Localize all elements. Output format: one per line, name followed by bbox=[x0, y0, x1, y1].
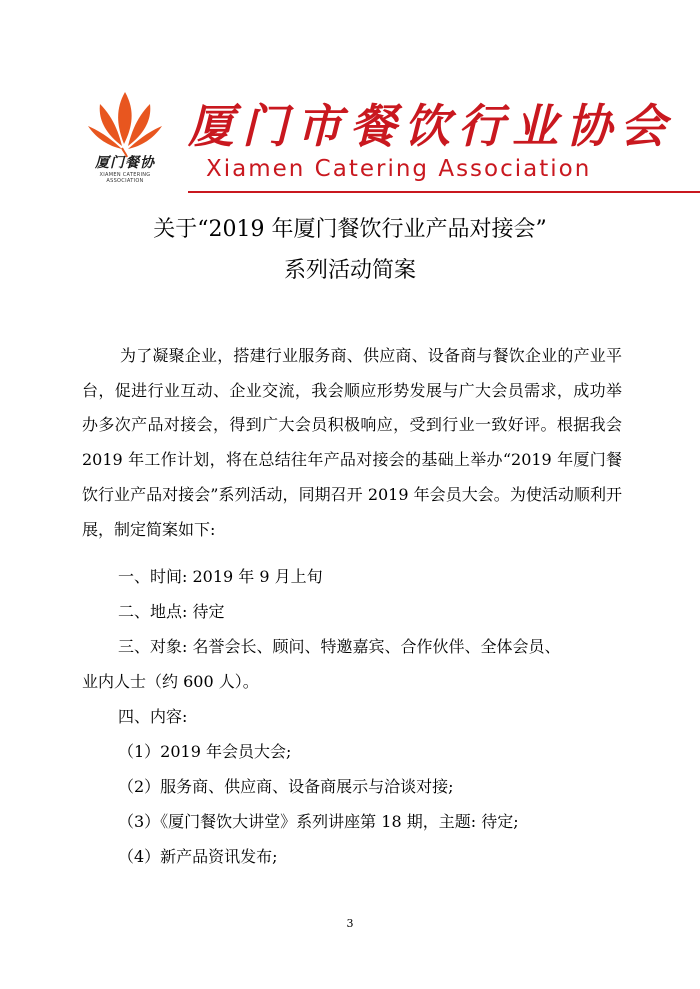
document-title-line-2: 系列活动简案 bbox=[283, 258, 416, 283]
organization-name-english: Xiamen Catering Association bbox=[206, 156, 592, 182]
organization-name-chinese: 厦门市餐饮行业协会 bbox=[188, 99, 674, 153]
page-number: 3 bbox=[346, 917, 354, 930]
letterhead-divider bbox=[188, 191, 700, 193]
letterhead bbox=[80, 82, 674, 194]
logo-english-text: XIAMEN CATERING ASSOCIATION bbox=[99, 172, 151, 184]
content-item-2: （2）服务商、供应商、设备商展示与洽谈对接; bbox=[118, 777, 454, 796]
lotus-flame-icon bbox=[86, 86, 164, 158]
section-content-heading: 四、内容: bbox=[118, 707, 188, 726]
section-place: 二、地点: 待定 bbox=[118, 602, 225, 621]
association-logo bbox=[80, 82, 170, 186]
section-target-line-2: 业内人士（约 600 人）。 bbox=[82, 672, 259, 691]
logo-chinese-text: 厦门餐协 bbox=[95, 155, 155, 171]
content-item-3: （3）《厦门餐饮大讲堂》系列讲座第 18 期，主题: 待定; bbox=[118, 812, 519, 831]
document-title-line-1: 关于“2019 年厦门餐饮行业产品对接会” bbox=[153, 217, 547, 242]
section-time: 一、时间: 2019 年 9 月上旬 bbox=[118, 567, 323, 586]
content-item-4: （4）新产品资讯发布; bbox=[118, 847, 278, 866]
section-target-line-1: 三、对象: 名誉会长、顾问、特邀嘉宾、合作伙伴、全体会员、 bbox=[118, 637, 561, 656]
content-item-1: （1）2019 年会员大会; bbox=[118, 742, 292, 761]
intro-paragraph: 为了凝聚企业，搭建行业服务商、供应商、设备商与餐饮企业的产业平台，促进行业互动、企业交流，我会顺应形势发展与广大会员需求，成功举办多次产品对接会，得到广大会员积极响应，受到行业一致好评。根据我会 2019 年工作计划，将在总结往年产品对接会的基础上举办“2019 年厦门餐饮行业产品对接会”系列活动，同期召开 2019 年会员大会。为使活动顺利开展，制定简案如下: bbox=[82, 346, 622, 539]
